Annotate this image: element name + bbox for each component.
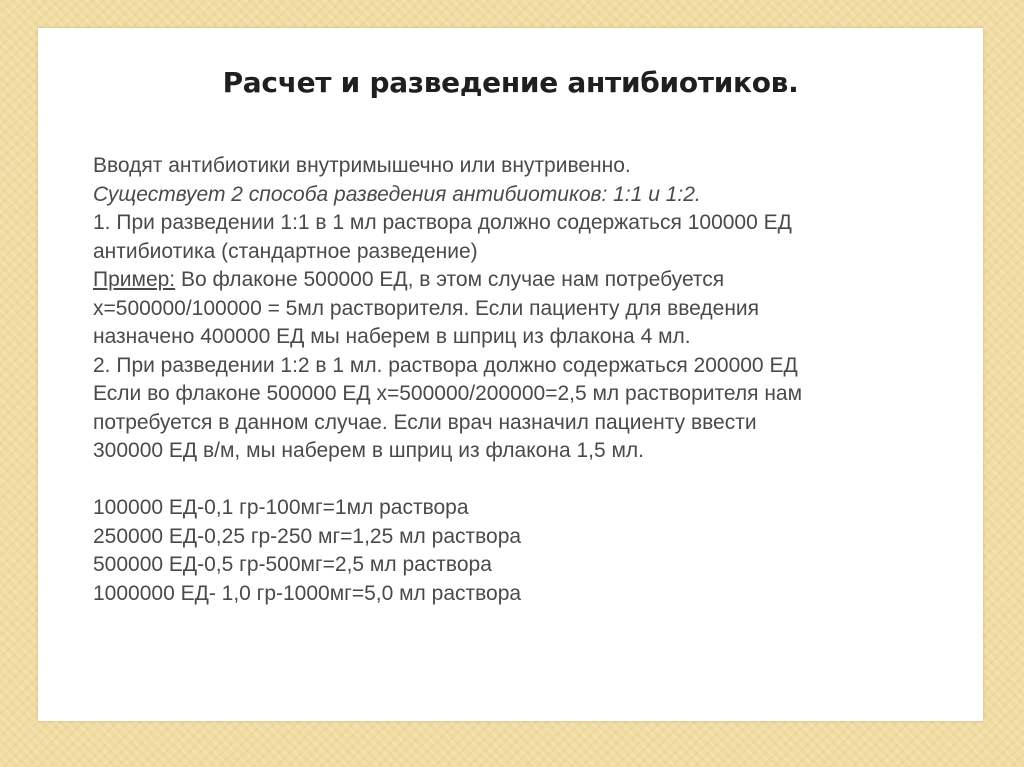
text-line-dilution-1-2-cont: потребуется в данном случае. Если врач назначил пациенту ввести bbox=[93, 410, 757, 434]
conversion-line: 1000000 ЕД- 1,0 гр-1000мг=5,0 мл раствора bbox=[93, 581, 522, 605]
text-line-dilution-1-2: 2. При разведении 1:2 в 1 мл. раствора должно содержаться 200000 ЕД bbox=[93, 353, 798, 377]
text-line-dilution-1-2-calc: Если во флаконе 500000 ЕД х=500000/200000=2,5 мл растворителя нам bbox=[93, 382, 803, 405]
conversion-line: 250000 ЕД-0,25 гр-250 мг=1,25 мл раствора bbox=[93, 524, 522, 548]
text-line-dilution-1-2-result: 300000 ЕД в/м, мы наберем в шприц из флакона 1,5 мл. bbox=[93, 439, 645, 462]
text-line-routes: Вводят антибиотики внутримышечно или внутривенно. bbox=[93, 154, 631, 177]
text-line-example-result: назначено 400000 ЕД мы наберем в шприц из флакона 4 мл. bbox=[93, 325, 691, 348]
slide-body bbox=[93, 152, 953, 608]
example-text: Во флаконе 500000 ЕД, в этом случае нам потребуется bbox=[175, 268, 725, 291]
example-label: Пример: bbox=[93, 268, 176, 291]
spacer bbox=[93, 466, 953, 495]
text-line-example-calc: х=500000/100000 = 5мл растворителя. Если пациенту для введения bbox=[93, 296, 760, 320]
slide bbox=[38, 28, 983, 721]
text-line-dilution-1-1: 1. При разведении 1:1 в 1 мл раствора должно содержаться 100000 ЕД bbox=[93, 211, 792, 234]
conversion-line: 100000 ЕД-0,1 гр-100мг=1мл раствора bbox=[93, 496, 469, 519]
conversion-line: 500000 ЕД-0,5 гр-500мг=2,5 мл раствора bbox=[93, 553, 492, 576]
text-line-dilution-1-1-cont: антибиотика (стандартное разведение) bbox=[93, 239, 478, 263]
text-line-methods: Существует 2 способа разведения антибиотиков: 1:1 и 1:2. bbox=[93, 182, 701, 206]
slide-title: Расчет и разведение антибиотиков. bbox=[222, 66, 799, 99]
text-line-example bbox=[93, 266, 953, 295]
